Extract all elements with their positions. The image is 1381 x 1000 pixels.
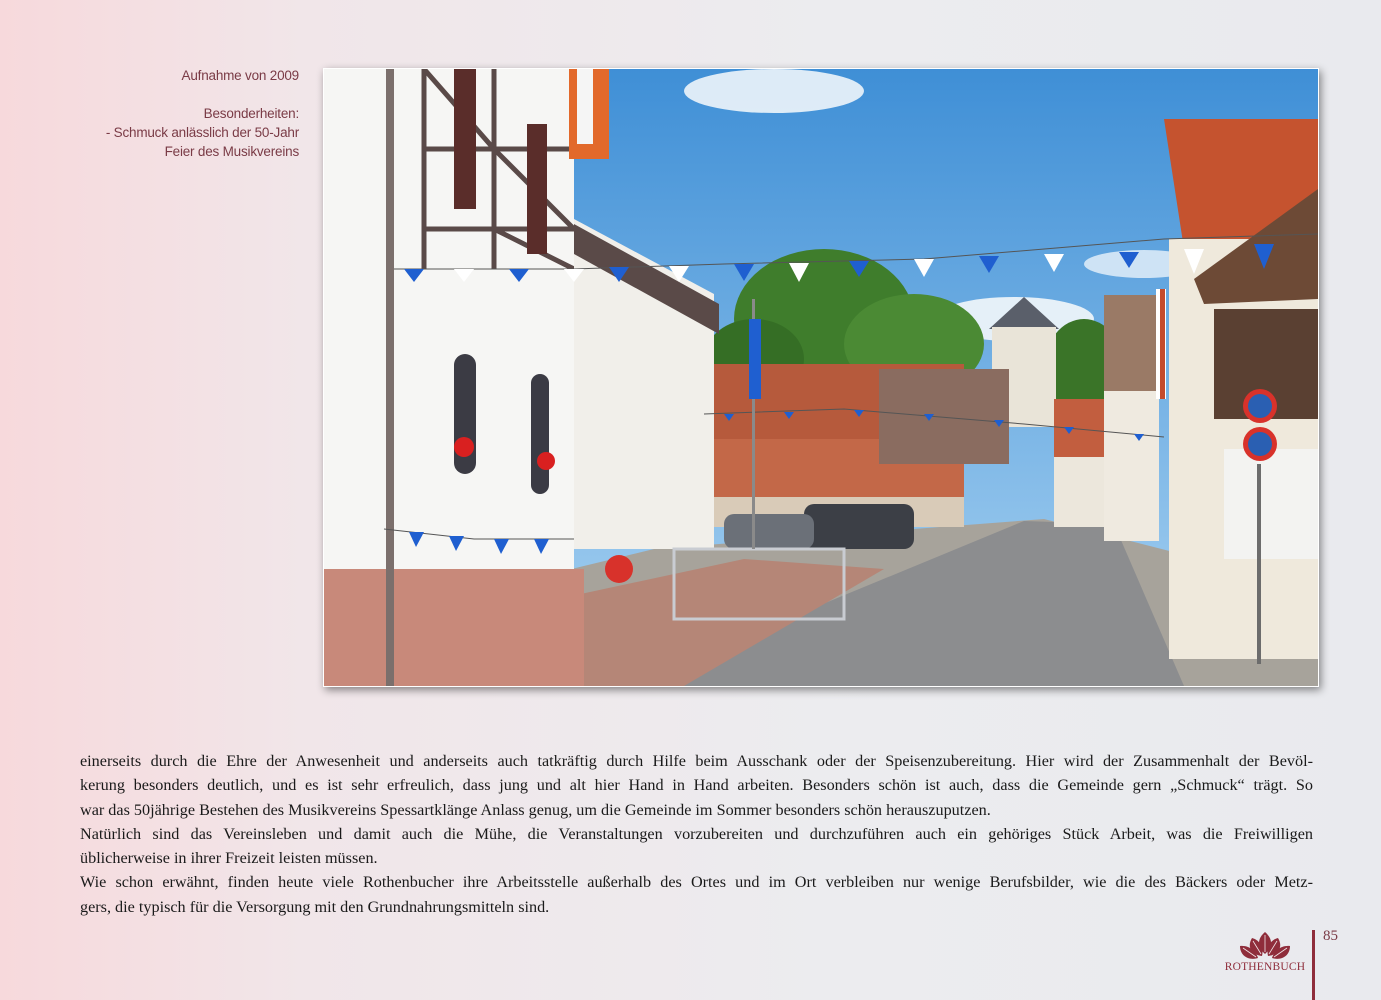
- body-text: [80, 749, 1313, 919]
- logo-wordmark: ROTHENBUCH: [1224, 961, 1306, 973]
- text-line: einerseits durch die Ehre der Anwesenheit und anderseits auch tatkräftig durch Hilfe beim Ausschank oder der Speisenzubereitung. Hier wird der Zusammenhalt der Bevöl-: [80, 752, 1313, 770]
- street-photo: [323, 68, 1319, 687]
- text-line: kerung besonders deutlich, und es ist sehr erfreulich, dass jung und alt hier Hand in Hand arbeiten. Besonders schön ist auch, dass die Gemeinde gern „Schmuck“ trägt. So: [80, 776, 1313, 795]
- photo-caption: [40, 66, 299, 161]
- page-number: 85: [1323, 928, 1338, 944]
- text-line: Natürlich sind das Vereinsleben und damit auch die Mühe, die Veranstaltungen vorzubereiten und durchzuführen auch ein gehöriges Stück Arbeit, was die Freiwilligen: [80, 824, 1313, 843]
- text-line: war das 50jährige Bestehen des Musikvereins Spessartklänge Anlass genug, um die Gemeinde im Sommer besonders schön herauszuputzen.: [80, 800, 991, 819]
- caption-heading: Besonderheiten:: [203, 106, 299, 121]
- caption-line: Feier des Musikvereins: [164, 144, 299, 159]
- text-line: Wie schon erwähnt, finden heute viele Rothenbucher ihre Arbeitsstelle außerhalb des Ortes und im Ort verbleiben nur wenige Berufsbilder, wie die des Bäckers oder Metz-: [80, 873, 1313, 892]
- text-line: gers, die typisch für die Versorgung mit den Grundnahrungsmitteln sind.: [80, 897, 550, 916]
- footer-divider: [1312, 930, 1315, 1000]
- caption-year: Aufnahme von 2009: [181, 68, 299, 83]
- caption-line: - Schmuck anlässlich der 50-Jahr: [105, 125, 299, 140]
- text-line: üblicherweise in ihrer Freizeit leisten müssen.: [80, 849, 378, 868]
